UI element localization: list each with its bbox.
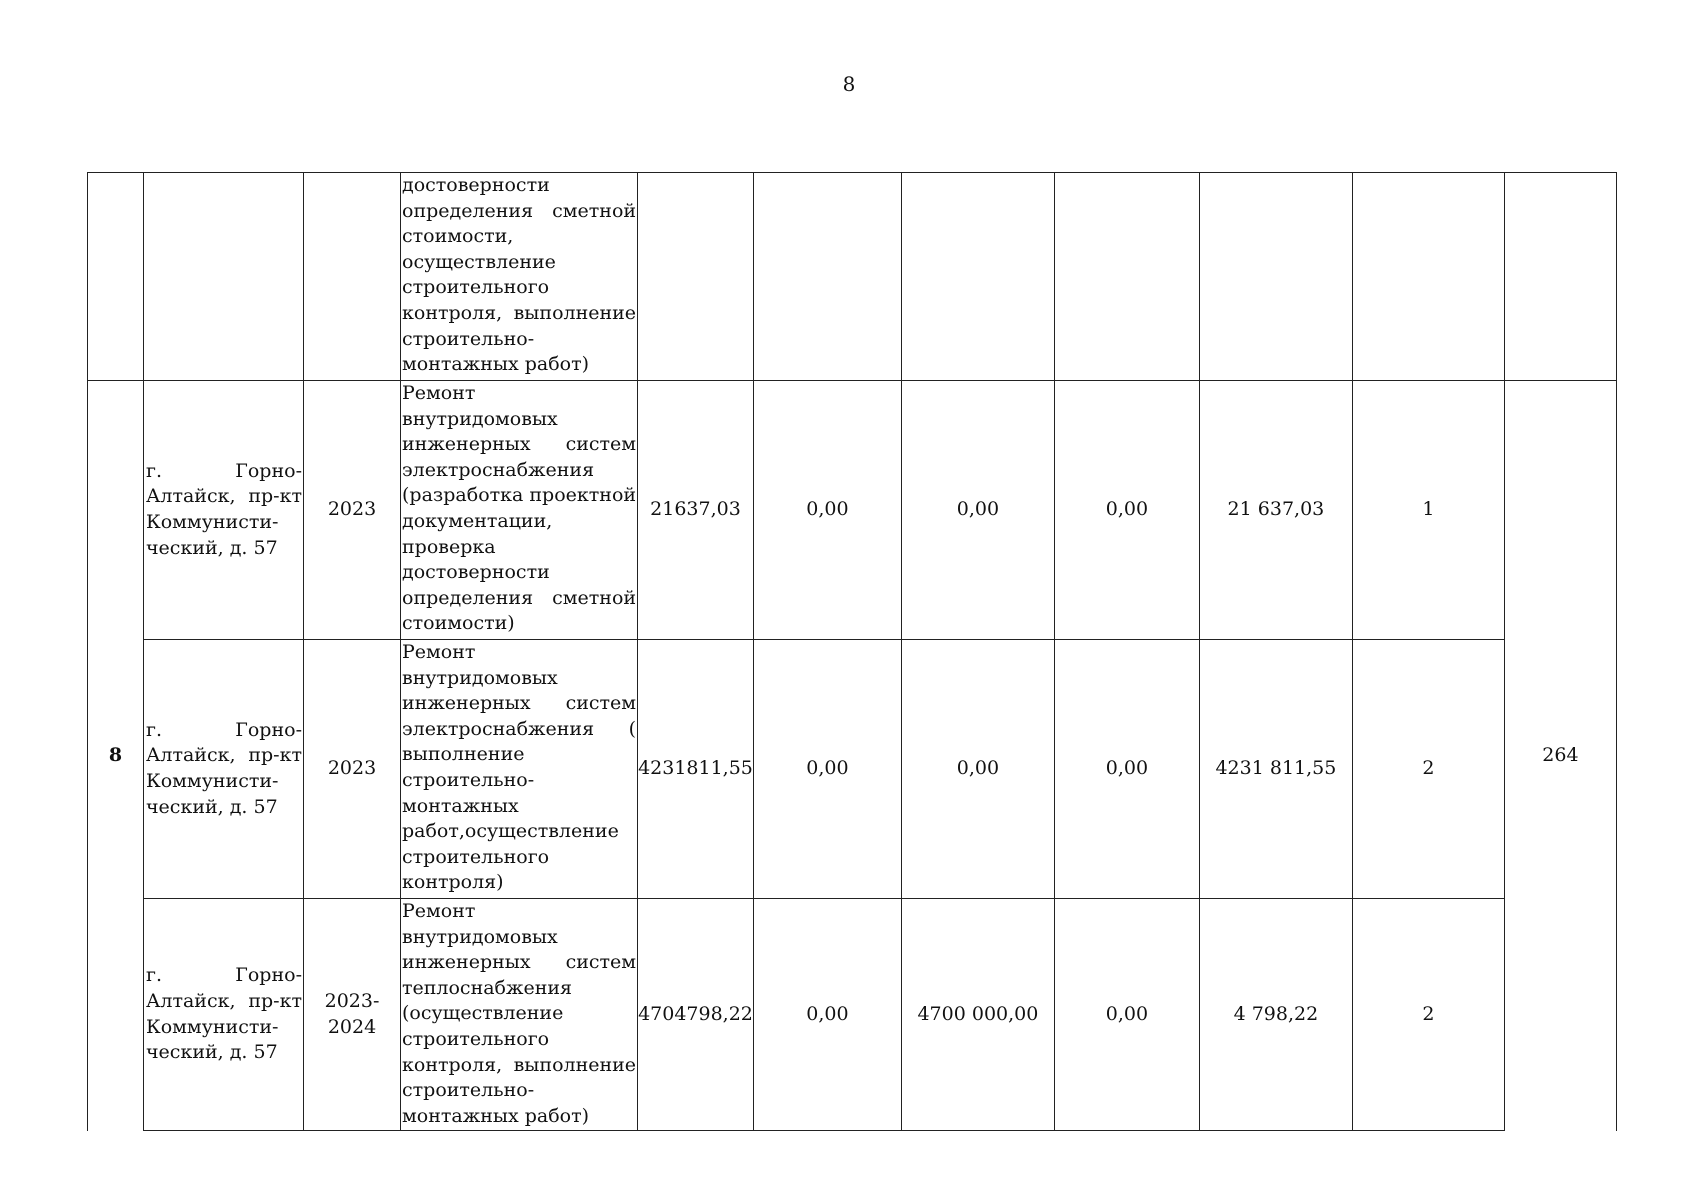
cell-cost-total: 4704798,22 — [638, 899, 754, 1131]
work-line: монтажных работ) — [402, 353, 590, 376]
work-line: инженерных систем — [402, 433, 637, 456]
cell-col-f: 2 — [1352, 899, 1504, 1131]
cell-total — [1504, 173, 1616, 381]
cell-col-e: 21 637,03 — [1199, 381, 1352, 640]
cell-col-e — [1199, 173, 1352, 381]
cell-col-f: 1 — [1352, 381, 1504, 640]
address-line: г. Горно- — [146, 964, 302, 987]
work-line: Ремонт — [402, 382, 476, 404]
work-line: внутридомовых — [402, 407, 558, 430]
address-line: г. Горно- — [146, 718, 302, 741]
cell-address — [144, 899, 304, 1131]
repair-program-table — [87, 172, 1617, 1131]
cell-col-b — [753, 173, 901, 381]
work-line: строительно- — [402, 768, 535, 791]
cell-cost-total — [638, 173, 754, 381]
cell-col-c — [901, 173, 1054, 381]
group-number: 8 — [88, 381, 144, 1131]
address-line: ческий, д. 57 — [146, 1041, 278, 1064]
work-line: (осуществление — [402, 1002, 564, 1025]
cell-work-description — [401, 899, 638, 1131]
work-line: внутридомовых — [402, 925, 558, 948]
work-line: определения сметной — [402, 199, 637, 222]
cell-number — [88, 173, 144, 381]
table-row — [88, 899, 1617, 1131]
work-line: монтажных — [402, 794, 519, 817]
cell-cost-total: 21637,03 — [638, 381, 754, 640]
address-line: Коммунисти- — [146, 1015, 279, 1038]
work-line: теплоснабжения — [402, 976, 573, 999]
address-line: Коммунисти- — [146, 770, 279, 792]
cell-col-b: 0,00 — [753, 640, 901, 899]
cell-col-f — [1352, 173, 1504, 381]
cell-col-d — [1054, 173, 1199, 381]
work-line: внутридомовых — [402, 666, 558, 689]
cell-address — [144, 640, 304, 899]
work-line: строительно- — [402, 1079, 535, 1102]
cell-col-f: 2 — [1352, 640, 1504, 899]
work-line: стоимости, — [402, 225, 514, 248]
table-row-continuation — [88, 173, 1617, 381]
cell-col-d: 0,00 — [1054, 899, 1199, 1131]
table-row — [88, 640, 1617, 899]
address-line: г. Горно- — [146, 459, 302, 482]
work-line: определения сметной — [402, 586, 637, 609]
cell-col-b: 0,00 — [753, 381, 901, 640]
work-line: осуществление — [402, 250, 556, 273]
work-line: достоверности — [402, 561, 550, 584]
work-line: контроля) — [402, 871, 504, 894]
cell-work-description — [401, 381, 638, 640]
work-line: работ,осуществление — [402, 820, 619, 843]
work-line: строительно- — [402, 327, 535, 350]
cell-address — [144, 173, 304, 381]
work-line: Ремонт — [402, 641, 476, 663]
work-line: электроснабжения — [402, 458, 595, 481]
work-line: строительного — [402, 276, 550, 299]
address-line: Алтайск, пр-кт — [146, 485, 302, 508]
cell-col-d: 0,00 — [1054, 381, 1199, 640]
cell-col-c: 0,00 — [901, 381, 1054, 640]
address-line: Алтайск, пр-кт — [146, 744, 302, 767]
cell-work-description — [401, 640, 638, 899]
group-total: 264 — [1504, 381, 1616, 1131]
cell-col-e: 4 798,22 — [1199, 899, 1352, 1131]
work-line: электроснабжения ( — [402, 717, 637, 740]
work-line: достоверности — [402, 174, 550, 196]
cell-period — [304, 173, 401, 381]
cell-work-description — [401, 173, 638, 381]
work-line: стоимости) — [402, 612, 515, 635]
address-line: Алтайск, пр-кт — [146, 989, 302, 1012]
cell-period: 2023 — [304, 381, 401, 640]
address-line: ческий, д. 57 — [146, 536, 278, 559]
cell-col-b: 0,00 — [753, 899, 901, 1131]
work-line: документации, — [402, 509, 553, 532]
work-line: проверка — [402, 535, 496, 558]
cell-period: 2023 — [304, 640, 401, 899]
period-line: 2024 — [327, 1015, 377, 1038]
work-line: инженерных систем — [402, 692, 637, 715]
page-number: 8 — [842, 72, 856, 96]
work-line: Ремонт — [402, 900, 476, 922]
cell-col-e: 4231 811,55 — [1199, 640, 1352, 899]
cell-address — [144, 381, 304, 640]
work-line: контроля, выполнение — [402, 1053, 637, 1076]
work-line: строительного — [402, 1027, 550, 1050]
address-line: ческий, д. 57 — [146, 795, 278, 818]
table-row — [88, 381, 1617, 640]
cell-col-c: 0,00 — [901, 640, 1054, 899]
work-line: (разработка проектной — [402, 484, 637, 507]
cell-cost-total: 4231811,55 — [638, 640, 754, 899]
address-line: Коммунисти- — [146, 511, 279, 533]
work-line: монтажных работ) — [402, 1104, 590, 1127]
work-line: выполнение — [402, 743, 525, 766]
cell-col-c: 4700 000,00 — [901, 899, 1054, 1131]
cell-period — [304, 899, 401, 1131]
work-line: контроля, выполнение — [402, 301, 637, 324]
work-line: строительного — [402, 845, 550, 868]
work-line: инженерных систем — [402, 951, 637, 974]
cell-col-d: 0,00 — [1054, 640, 1199, 899]
period-line: 2023- — [324, 989, 380, 1012]
